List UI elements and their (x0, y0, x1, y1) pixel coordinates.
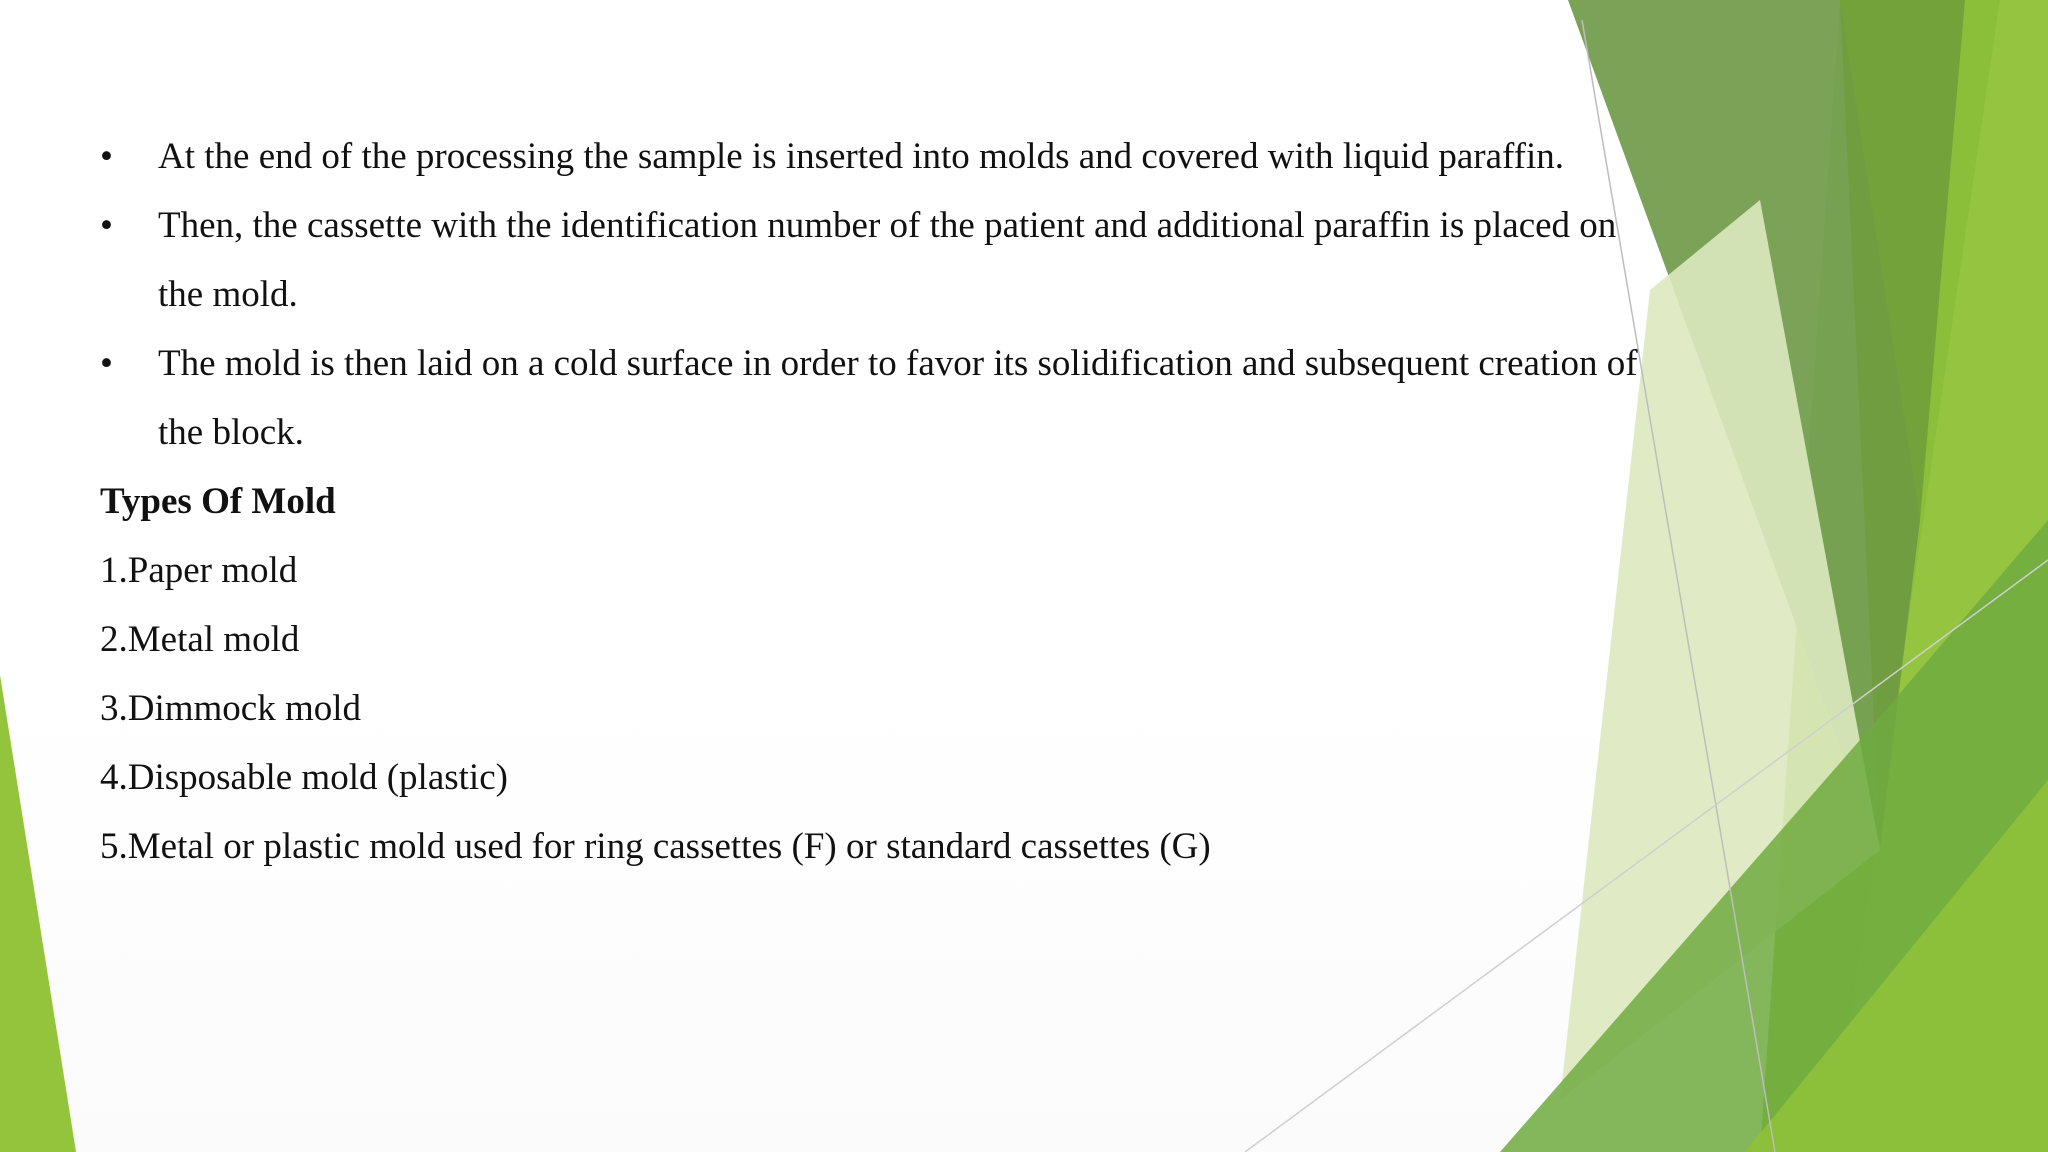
bullet-item-2 (100, 191, 1660, 329)
bullet-item-3 (100, 329, 1660, 467)
list-item: 4.Disposable mold (plastic) (100, 757, 508, 798)
list-item: 1.Paper mold (100, 550, 298, 591)
bullet-marker: • (100, 136, 113, 177)
bullet-text: The mold is then laid on a cold surface in order to favor its solidification and subsequent creation of the block. (158, 343, 1638, 453)
bullet-marker: • (100, 343, 113, 384)
bullet-item-1 (100, 122, 1660, 191)
bullet-text: Then, the cassette with the identification number of the patient and additional paraffin is placed on the mold. (158, 205, 1617, 315)
bullet-marker: • (100, 205, 113, 246)
bullet-text: At the end of the processing the sample is inserted into molds and covered with liquid paraffin. (158, 136, 1565, 177)
list-item: 3.Dimmock mold (100, 688, 362, 729)
left-green-sliver (0, 675, 76, 1152)
list-item: 5.Metal or plastic mold used for ring cassettes (F) or standard cassettes (G) (100, 826, 1211, 867)
slide-content (100, 122, 1660, 881)
types-heading: Types Of Mold (100, 481, 336, 522)
list-item: 2.Metal mold (100, 619, 300, 660)
